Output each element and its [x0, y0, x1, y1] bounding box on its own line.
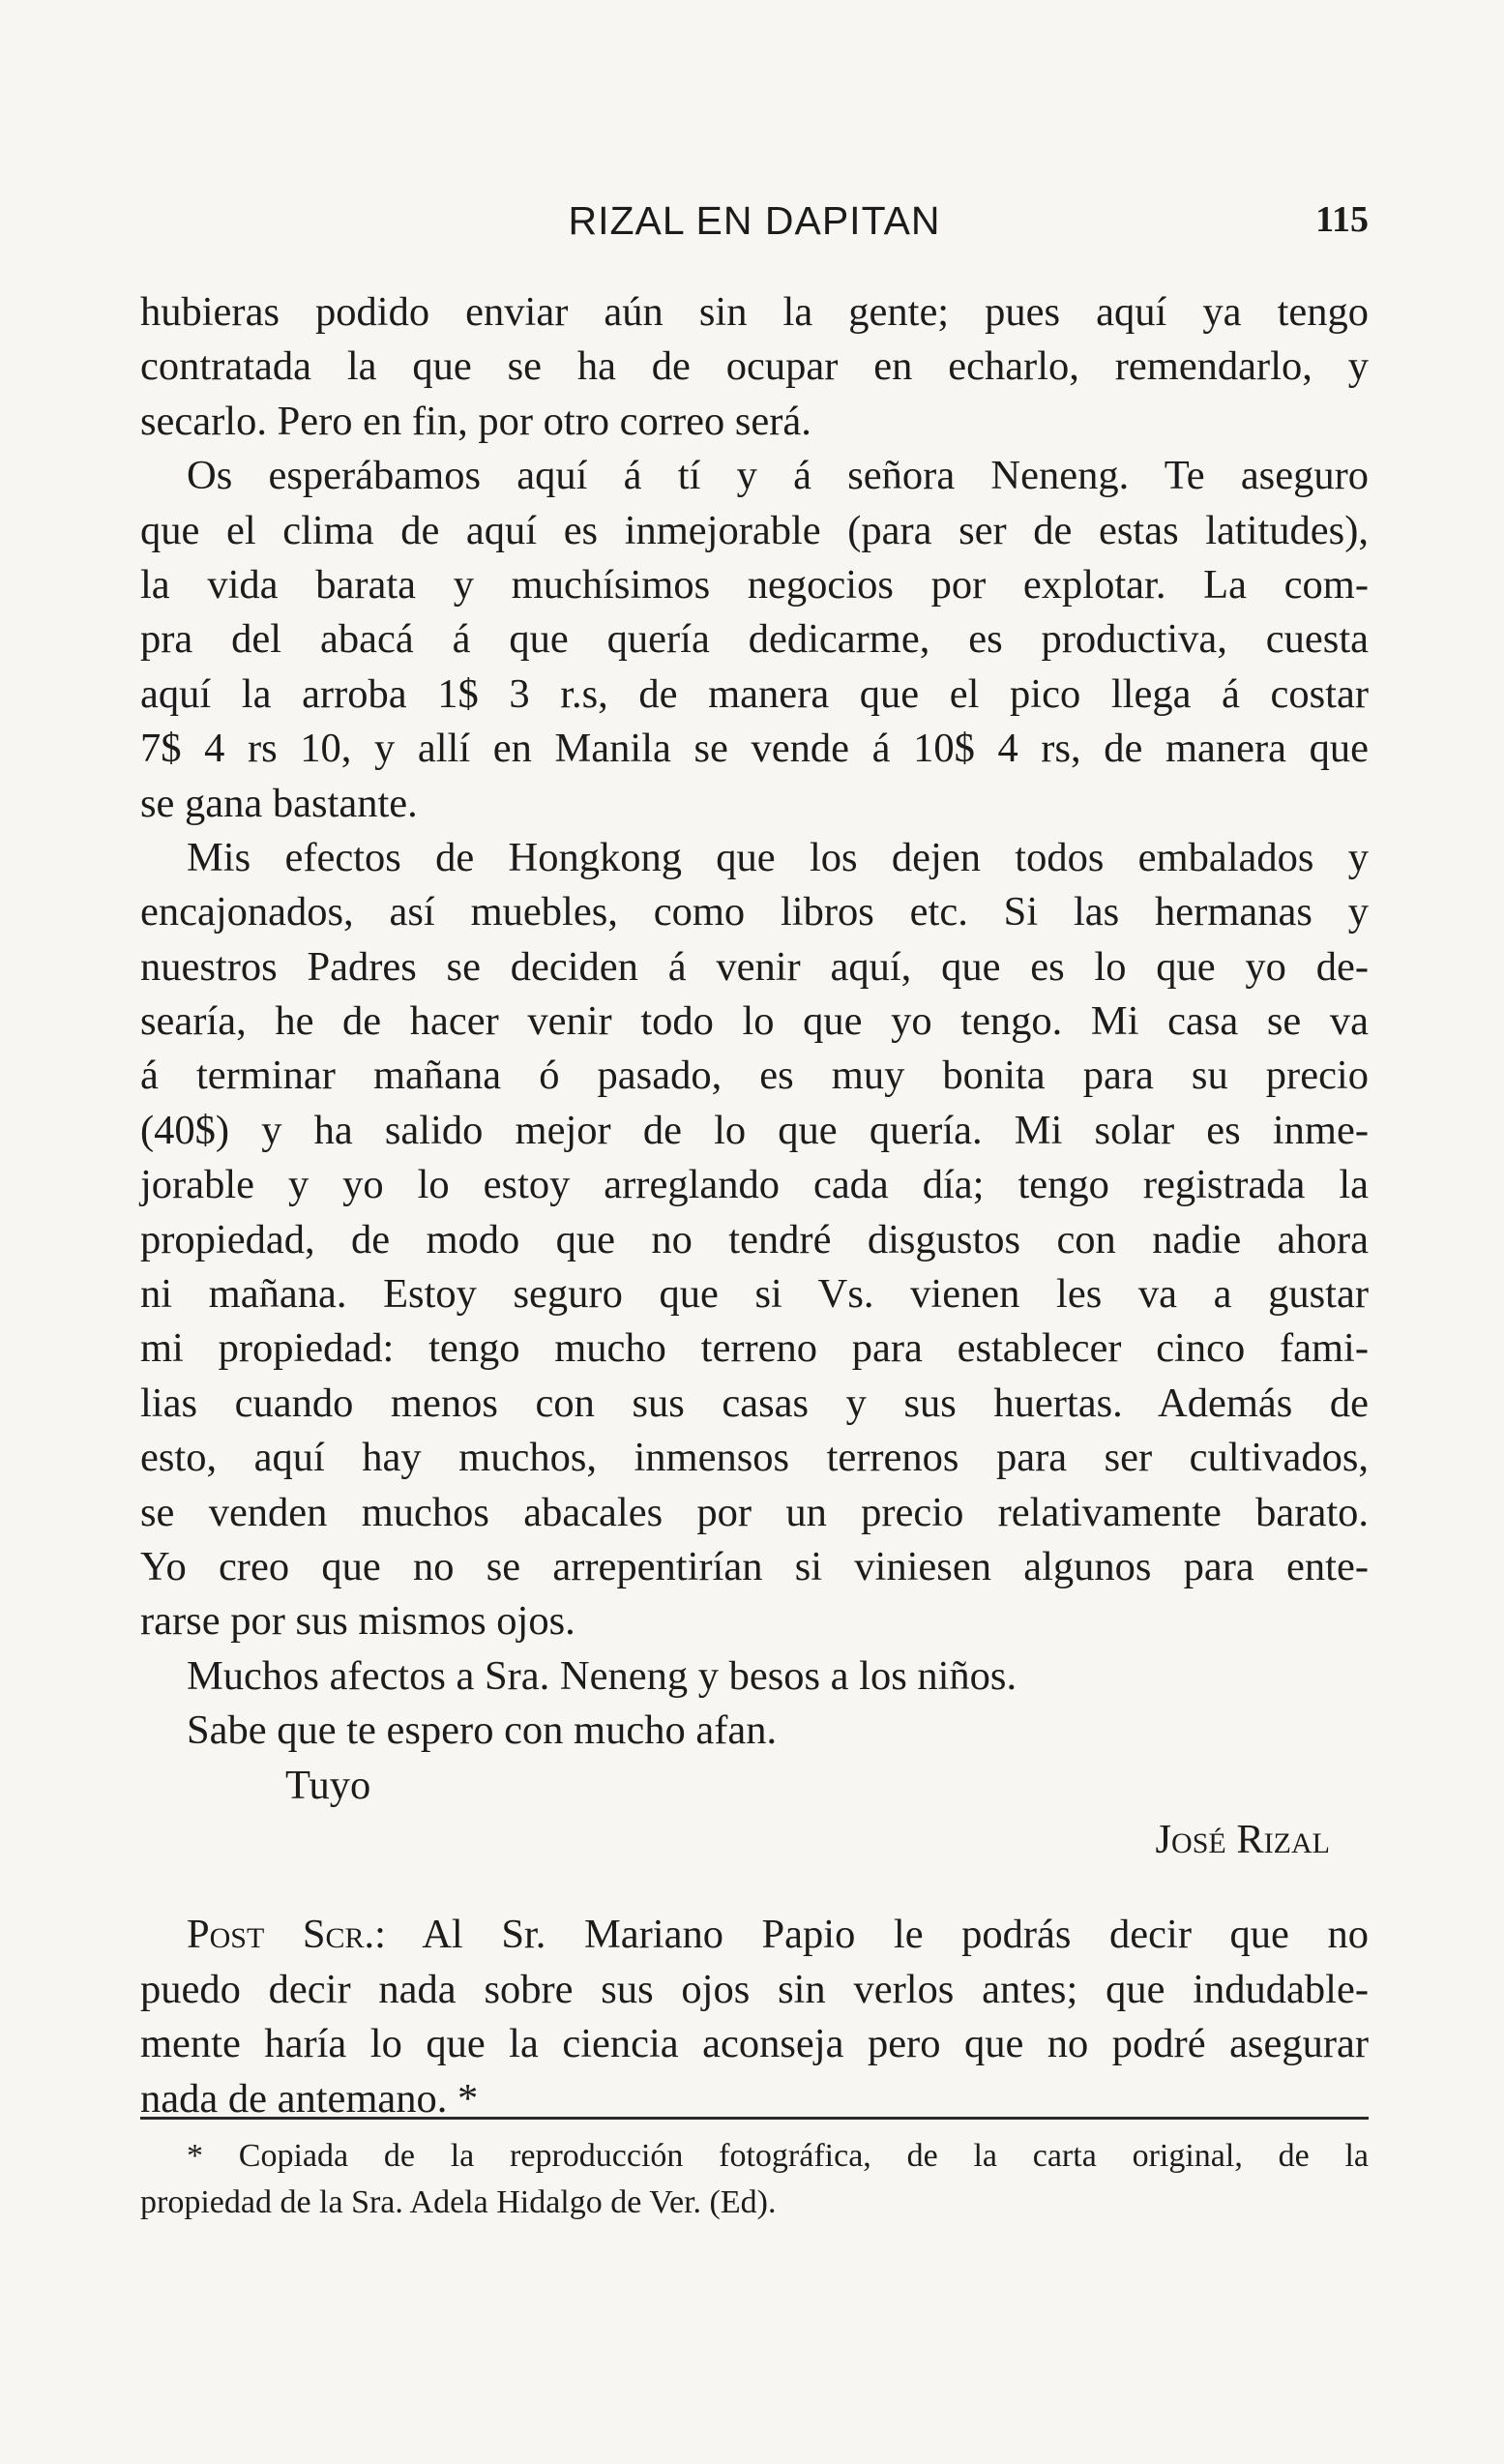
postscript-line	[140, 1908, 1369, 1962]
footnote	[140, 2133, 1369, 2226]
text-line: se gana bastante.	[140, 780, 418, 826]
text-line: mi propiedad: tengo mucho terreno para establecer cinco fami-	[140, 1325, 1369, 1372]
page-number: 115	[1315, 199, 1369, 240]
running-title: RIZAL EN DAPITAN	[568, 198, 941, 243]
postscript-line: puedo decir nada sobre sus ojos sin verlos antes; que indudable-	[140, 1966, 1369, 2012]
spacer	[140, 1867, 1369, 1908]
text-line: (40$) y ha salido mejor de lo que quería. Mi solar es inme-	[140, 1107, 1369, 1153]
footnote-rule	[140, 2117, 1369, 2120]
letter-body	[140, 285, 1369, 2126]
closing-salutation: Tuyo	[285, 1762, 371, 1808]
text-line: la vida barata y muchísimos negocios por explotar. La com-	[140, 561, 1369, 608]
text-line: searía, he de hacer venir todo lo que yo tengo. Mi casa se va	[140, 998, 1369, 1045]
postscript-line: mente haría lo que la ciencia aconseja pero que no podré asegurar	[140, 2021, 1369, 2067]
text-line: secarlo. Pero en fin, por otro correo será.	[140, 398, 811, 444]
text-line: que el clima de aquí es inmejorable (para ser de estas latitudes),	[140, 507, 1369, 553]
text-line: rarse por sus mismos ojos.	[140, 1598, 575, 1645]
signature: José Rizal	[1155, 1816, 1330, 1862]
footnote-line: * Copiada de la reproducción fotográfica, de la carta original, de la	[187, 2138, 1369, 2174]
text-line: Sabe que te espero con mucho afan.	[187, 1707, 778, 1754]
postscript-text: Al Sr. Mariano Papio le podrás decir que no	[422, 1912, 1370, 1958]
text-line: aquí la arroba 1$ 3 r.s, de manera que el pico llega á costar	[140, 670, 1369, 717]
text-line: hubieras podido enviar aún sin la gente; pues aquí ya tengo	[140, 289, 1369, 335]
text-line: propiedad, de modo que no tendré disgustos con nadie ahora	[140, 1216, 1369, 1262]
text-line: encajonados, así muebles, como libros etc. Si las hermanas y	[140, 889, 1369, 935]
text-line: ni mañana. Estoy seguro que si Vs. vienen les va a gustar	[140, 1271, 1369, 1318]
text-line: á terminar mañana ó pasado, es muy bonita para su precio	[140, 1053, 1369, 1099]
text-line: Muchos afectos a Sra. Neneng y besos a los niños.	[187, 1652, 1017, 1699]
text-line: contratada la que se ha de ocupar en echarlo, remendarlo, y	[140, 343, 1369, 390]
running-header	[140, 198, 1369, 256]
text-line: nuestros Padres se deciden á venir aquí, que es lo que yo de-	[140, 943, 1369, 990]
text-line: esto, aquí hay muchos, inmensos terrenos para ser cultivados,	[140, 1435, 1369, 1481]
text-line: Os esperábamos aquí á tí y á señora Neneng. Te aseguro	[187, 453, 1369, 499]
text-line: se venden muchos abacales por un precio relativamente barato.	[140, 1489, 1369, 1535]
text-line: 7$ 4 rs 10, y allí en Manila se vende á 10$ 4 rs, de manera que	[140, 726, 1369, 772]
text-line: Yo creo que no se arrepentirían si viniesen algunos para ente-	[140, 1543, 1369, 1589]
postscript-label: Post Scr.:	[187, 1912, 386, 1958]
postscript-line: nada de antemano. *	[140, 2075, 479, 2122]
text-line: Mis efectos de Hongkong que los dejen todos embalados y	[187, 834, 1369, 880]
footnote-line: propiedad de la Sra. Adela Hidalgo de Ver. (Ed).	[140, 2184, 777, 2220]
text-line: pra del abacá á que quería dedicarme, es productiva, cuesta	[140, 616, 1369, 663]
text-line: jorable y yo lo estoy arreglando cada día; tengo registrada la	[140, 1162, 1369, 1208]
text-line: lias cuando menos con sus casas y sus huertas. Además de	[140, 1380, 1369, 1426]
